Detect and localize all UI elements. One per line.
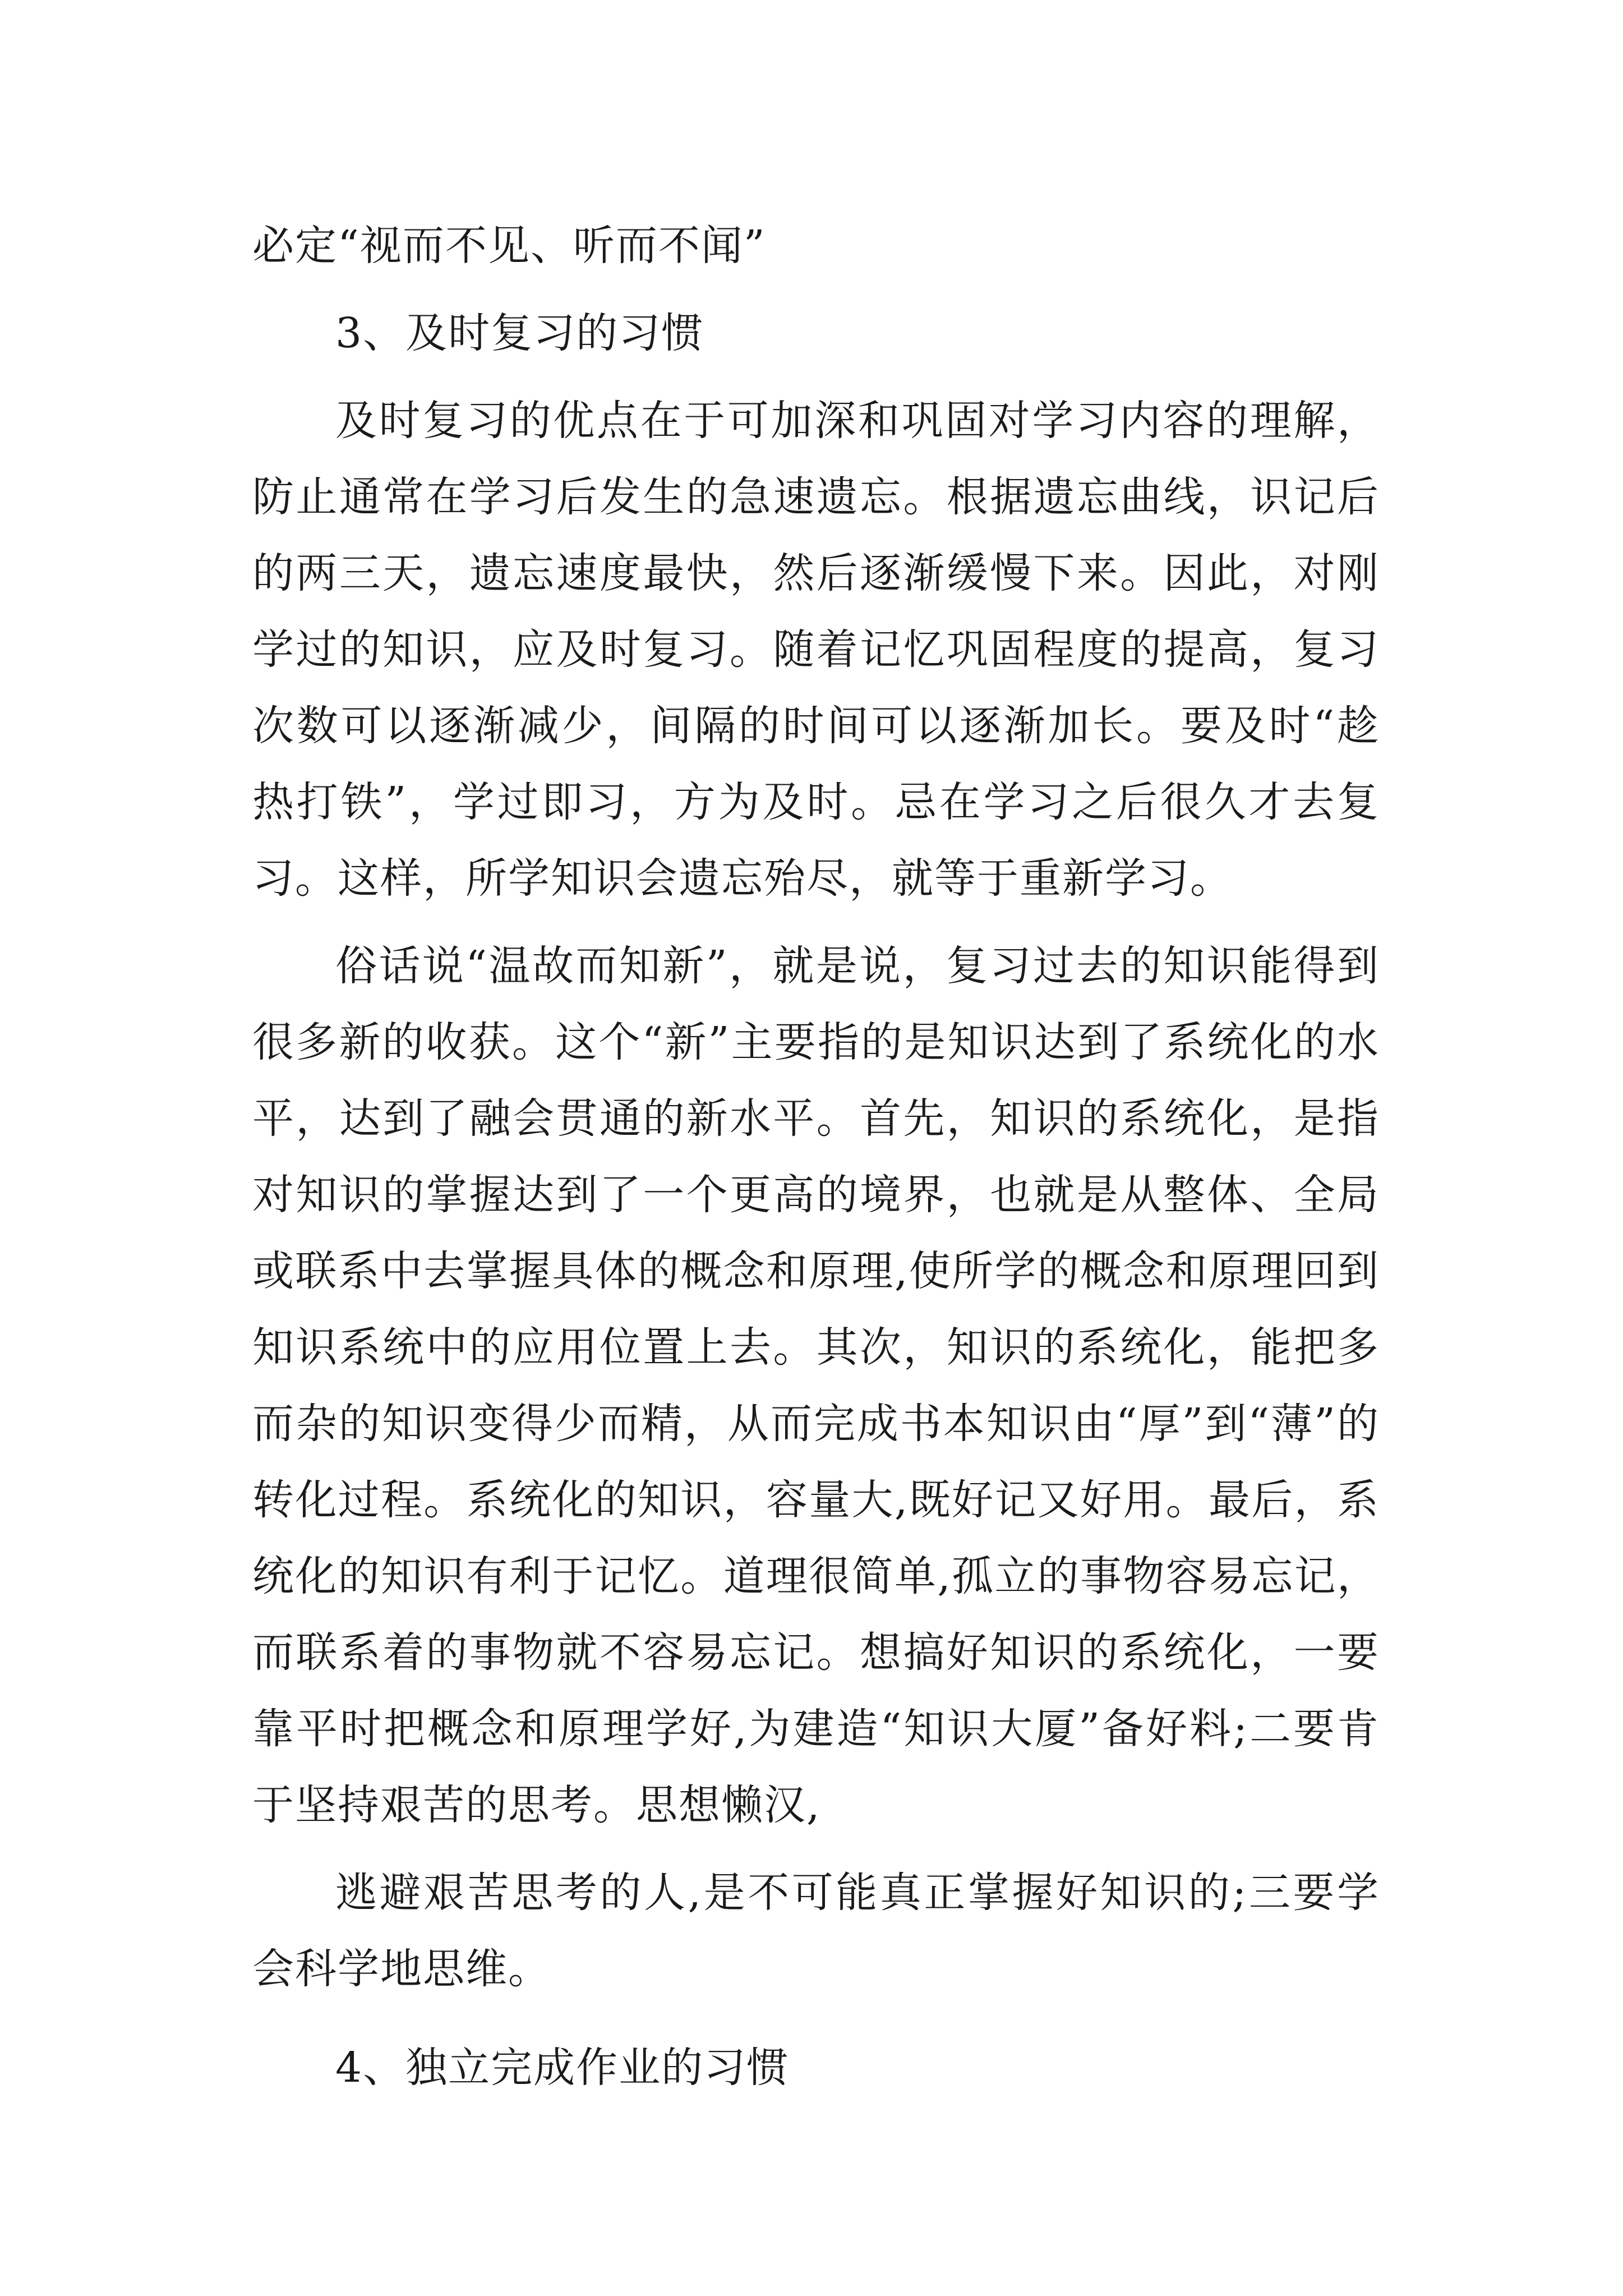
section-heading-review-habit: 3、及时复习的习惯 <box>335 309 704 357</box>
paragraph-avoid-hard-thinking: 逃避艰苦思考的人,是不可能真正掌握好知识的;三要学会科学地思维。 <box>252 1869 1380 1993</box>
paragraph-timely-review: 及时复习的优点在于可加深和巩固对学习内容的理解，防止通常在学习后发生的急速遗忘。根据遗忘曲线，识记后的两三天，遗忘速度最快，然后逐渐缓慢下来。因此，对刚学过的知识，应及时复习。随着记忆巩固程度的提高，复习次数可以逐渐减少，间隔的时间可以逐渐加长。要及时“趁热打铁”，学过即习，方为及时。忌在学习之后很久才去复习。这样，所学知识会遗忘殆尽，就等于重新学习。 <box>252 397 1380 903</box>
document-body <box>252 208 1380 2106</box>
section-heading-homework-habit: 4、独立完成作业的习惯 <box>335 2044 790 2092</box>
paragraph-continuation: 必定“视而不见、听而不闻” <box>252 222 766 270</box>
paragraph-review-new-knowledge: 俗话说“温故而知新”，就是说，复习过去的知识能得到很多新的收获。这个“新”主要指的是知识达到了系统化的水平，达到了融会贯通的新水平。首先，知识的系统化，是指对知识的掌握达到了一个更高的境界，也就是从整体、全局或联系中去掌握具体的概念和原理,使所学的概念和原理回到知识系统中的应用位置上去。其次，知识的系统化，能把多而杂的知识变得少而精，从而完成书本知识由“厚”到“薄”的转化过程。系统化的知识，容量大,既好记又好用。最后，系统化的知识有利于记忆。道理很简单,孤立的事物容易忘记，而联系着的事物就不容易忘记。想搞好知识的系统化，一要靠平时把概念和原理学好,为建造“知识大厦”备好料;二要肯于坚持艰苦的思考。思想懒汉, <box>252 942 1380 1829</box>
